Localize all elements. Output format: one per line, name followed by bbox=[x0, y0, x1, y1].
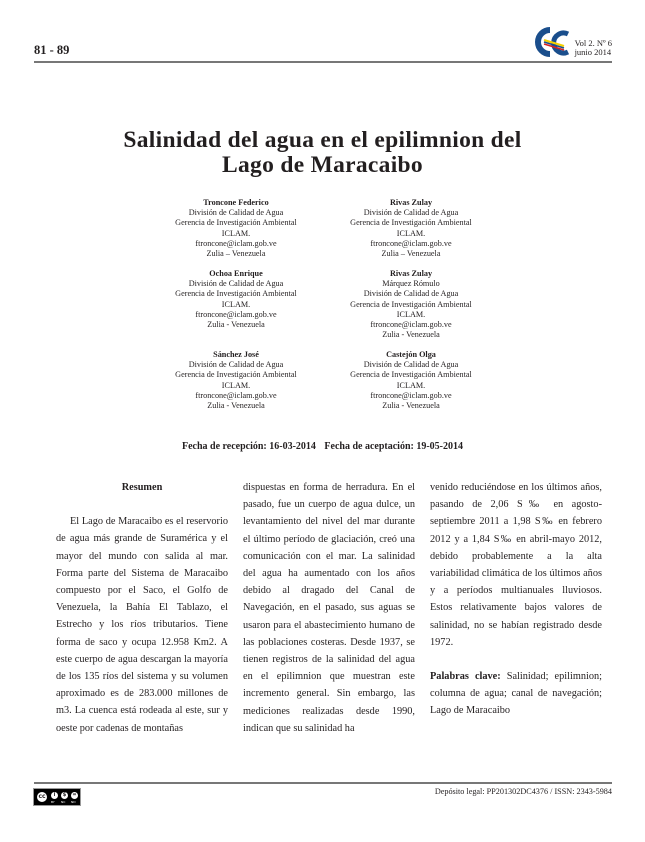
page-range: 81 - 89 bbox=[34, 43, 70, 57]
author-name: Troncone Federico bbox=[203, 198, 269, 207]
abstract-column-3 bbox=[430, 479, 602, 720]
author-block: Castejón Olga División de Calidad de Agua Gerencia de Investigación Ambiental ICLAM. ftroncone@iclam.gob.ve Zulia - Venezuela bbox=[316, 350, 506, 411]
author-name: Rivas Zulay bbox=[389, 269, 433, 278]
submission-dates bbox=[0, 441, 645, 452]
abstract-text: venido reduciéndose en los últimos años, pasando de 2,06 S‰ en agosto-septiembre 2011 a 1,98 S‰ en febrero 2012 y a 1,84 S‰ en abril-mayo 2012, debido probablemente a la alta variabilidad climática de los últimos años y a períodos multianuales lluviosos. Estos relativamente bajos valores de salinidad, no se habían registrado desde 1972. bbox=[430, 482, 602, 648]
author-email[interactable]: ftroncone@iclam.gob.ve bbox=[370, 320, 452, 330]
abstract-column-2 bbox=[243, 479, 415, 737]
keywords-list: Salinidad; epilimnion; columna de agua; canal de navegación; Lago de Maracaibo bbox=[430, 671, 602, 717]
keywords-label: Palabras clave: bbox=[430, 671, 501, 683]
header-divider bbox=[34, 61, 612, 63]
author-block: Rivas Zulay Márquez Rómulo División de Calidad de Agua Gerencia de Investigación Ambiental ICLAM. ftroncone@iclam.gob.ve Zulia - Venezuela bbox=[316, 269, 506, 340]
author-email[interactable]: ftroncone@iclam.gob.ve bbox=[195, 390, 277, 400]
author-name: Castejón Olga bbox=[386, 350, 436, 359]
cc-icon: cc bbox=[36, 791, 48, 803]
author-email[interactable]: ftroncone@iclam.gob.ve bbox=[195, 238, 277, 248]
nc-icon: $ bbox=[60, 791, 69, 800]
abstract-text: dispuestas en forma de herradura. En el pasado, fue un cuerpo de agua dulce, un levantamiento del nivel del mar durante el último período de glaciación, creó una comunicación con el mar. La salinidad del agua ha aumentado con los años debido al dragado del Canal de Navegación, en el pasado, sus aguas se usaron para el abastecimiento humano de las poblaciones costeras. Desde 1937, se tienen registros de la salinidad del agua en el epilimnion que muestran este incremento general. Sin embargo, las mediciones realizadas desde 1990, indican que su salinidad ha bbox=[243, 482, 415, 734]
author-name: Rivas Zulay bbox=[389, 198, 433, 207]
author-block: Rivas Zulay División de Calidad de Agua Gerencia de Investigación Ambiental ICLAM. ftroncone@iclam.gob.ve Zulia – Venezuela bbox=[316, 198, 506, 259]
cc-by-nc-nd-icon[interactable]: cc i $ = BY NC ND bbox=[33, 788, 81, 806]
abstract-text: El Lago de Maracaibo es el reservorio de agua más grande de Suramérica y el mayor del mundo con salida al mar. Forma parte del Sistema de Maracaibo compuesto por el Saco, el Golfo de Venezuela, la Bahía El Tablazo, el Estrecho y los ríos tributarios. Tiene forma de saco y ocupa 12.958 Km2. A este cuerpo de agua descargan la mayoría de los 135 ríos del sistema y su volumen aproximado es de 283.000 millones de m3. La cuenca está rodeada al este, sur y oeste por cadenas de montañas bbox=[56, 516, 228, 734]
footer-divider bbox=[34, 782, 612, 784]
received-date: Fecha de recepción: 16-03-2014 bbox=[181, 441, 316, 452]
author-block: Troncone Federico División de Calidad de Agua Gerencia de Investigación Ambiental ICLAM. ftroncone@iclam.gob.ve Zulia – Venezuela bbox=[141, 198, 331, 259]
author-email[interactable]: ftroncone@iclam.gob.ve bbox=[370, 390, 452, 400]
volume-info bbox=[575, 39, 612, 56]
legal-deposit: Depósito legal: PP201302DC4376 / ISSN: 2343-5984 bbox=[434, 787, 612, 796]
abstract-heading: Resumen bbox=[121, 482, 163, 493]
journal-logo-icon bbox=[534, 26, 574, 58]
keywords bbox=[430, 668, 602, 720]
article-title: Salinidad del agua en el epilimnion del Lago de Maracaibo bbox=[123, 127, 522, 178]
coauthor-name: Márquez Rómulo bbox=[382, 279, 440, 289]
author-block: Sánchez José División de Calidad de Agua Gerencia de Investigación Ambiental ICLAM. ftroncone@iclam.gob.ve Zulia - Venezuela bbox=[141, 350, 331, 411]
volume-number: Vol 2. Nº 6 bbox=[574, 38, 612, 48]
by-icon: i bbox=[50, 791, 59, 800]
nd-icon: = bbox=[70, 791, 79, 800]
author-email[interactable]: ftroncone@iclam.gob.ve bbox=[195, 309, 277, 319]
issue-date: junio 2014 bbox=[574, 46, 612, 57]
page-header bbox=[34, 26, 612, 62]
author-email[interactable]: ftroncone@iclam.gob.ve bbox=[370, 238, 452, 248]
abstract-column-1 bbox=[56, 479, 228, 737]
author-name: Ochoa Enrique bbox=[209, 269, 263, 278]
author-name: Sánchez José bbox=[213, 350, 259, 359]
accepted-date: Fecha de aceptación: 19-05-2014 bbox=[324, 441, 464, 452]
author-block: Ochoa Enrique División de Calidad de Agua Gerencia de Investigación Ambiental ICLAM. ftroncone@iclam.gob.ve Zulia - Venezuela bbox=[141, 269, 331, 330]
